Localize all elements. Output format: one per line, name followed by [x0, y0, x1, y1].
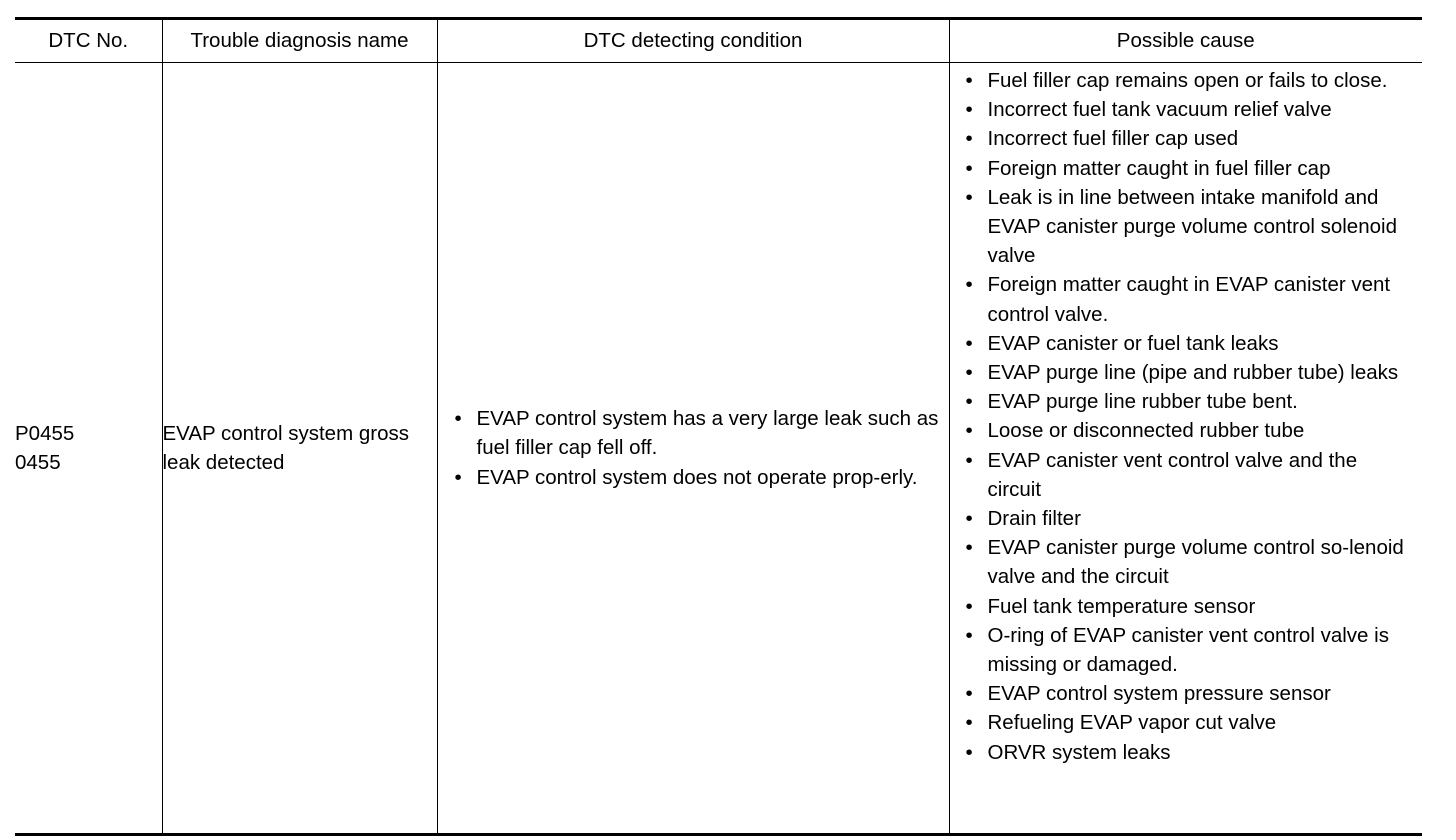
possible-cause-cell [949, 63, 1422, 835]
possible-cause-item: • EVAP canister purge volume control so-lenoid valve and the circuit [963, 533, 1415, 591]
possible-cause-item: • Fuel tank temperature sensor [963, 592, 1415, 621]
possible-cause-list [950, 63, 1423, 767]
possible-cause-item: • EVAP purge line rubber tube bent. [963, 387, 1415, 416]
possible-cause-item: • EVAP canister or fuel tank leaks [963, 329, 1415, 358]
possible-cause-item: • Fuel filler cap remains open or fails to close. [963, 66, 1415, 95]
possible-cause-item: • Foreign matter caught in fuel filler cap [963, 154, 1415, 183]
table-body [15, 63, 1422, 835]
possible-cause-item: • Incorrect fuel tank vacuum relief valve [963, 95, 1415, 124]
detecting-condition-item: • EVAP control system does not operate prop-erly. [452, 463, 939, 492]
possible-cause-item: • ORVR system leaks [963, 738, 1415, 767]
possible-cause-item: • EVAP control system pressure sensor [963, 679, 1415, 708]
diagnosis-name: EVAP control system gross leak detected [162, 421, 409, 474]
header-detecting-condition: DTC detecting condition [437, 19, 949, 63]
dtc-code-primary: P0455 [15, 421, 75, 445]
possible-cause-item: • Refueling EVAP vapor cut valve [963, 708, 1415, 737]
header-possible-cause: Possible cause [949, 19, 1422, 63]
header-dtc-no: DTC No. [15, 19, 162, 63]
possible-cause-item: • Loose or disconnected rubber tube [963, 416, 1415, 445]
dtc-code-secondary: 0455 [15, 451, 61, 474]
dtc-table [15, 17, 1422, 836]
detecting-condition-cell [437, 63, 949, 835]
header-row [15, 19, 1422, 63]
possible-cause-item: • O-ring of EVAP canister vent control valve is missing or damaged. [963, 621, 1415, 679]
table-row [15, 63, 1422, 835]
header-diagnosis-name: Trouble diagnosis name [162, 19, 437, 63]
possible-cause-item: • Leak is in line between intake manifold and EVAP canister purge volume control solenoid valve [963, 183, 1415, 271]
possible-cause-item: • Drain filter [963, 504, 1415, 533]
detecting-condition-list [438, 404, 949, 492]
table-header [15, 19, 1422, 63]
possible-cause-item: • EVAP purge line (pipe and rubber tube) leaks [963, 358, 1415, 387]
possible-cause-item: • Incorrect fuel filler cap used [963, 124, 1415, 153]
detecting-condition-item: • EVAP control system has a very large leak such as fuel filler cap fell off. [452, 404, 939, 462]
dtc-number-cell [15, 63, 162, 835]
possible-cause-item: • Foreign matter caught in EVAP canister vent control valve. [963, 270, 1415, 328]
diagnosis-name-cell [162, 63, 437, 835]
possible-cause-item: • EVAP canister vent control valve and the circuit [963, 446, 1415, 504]
